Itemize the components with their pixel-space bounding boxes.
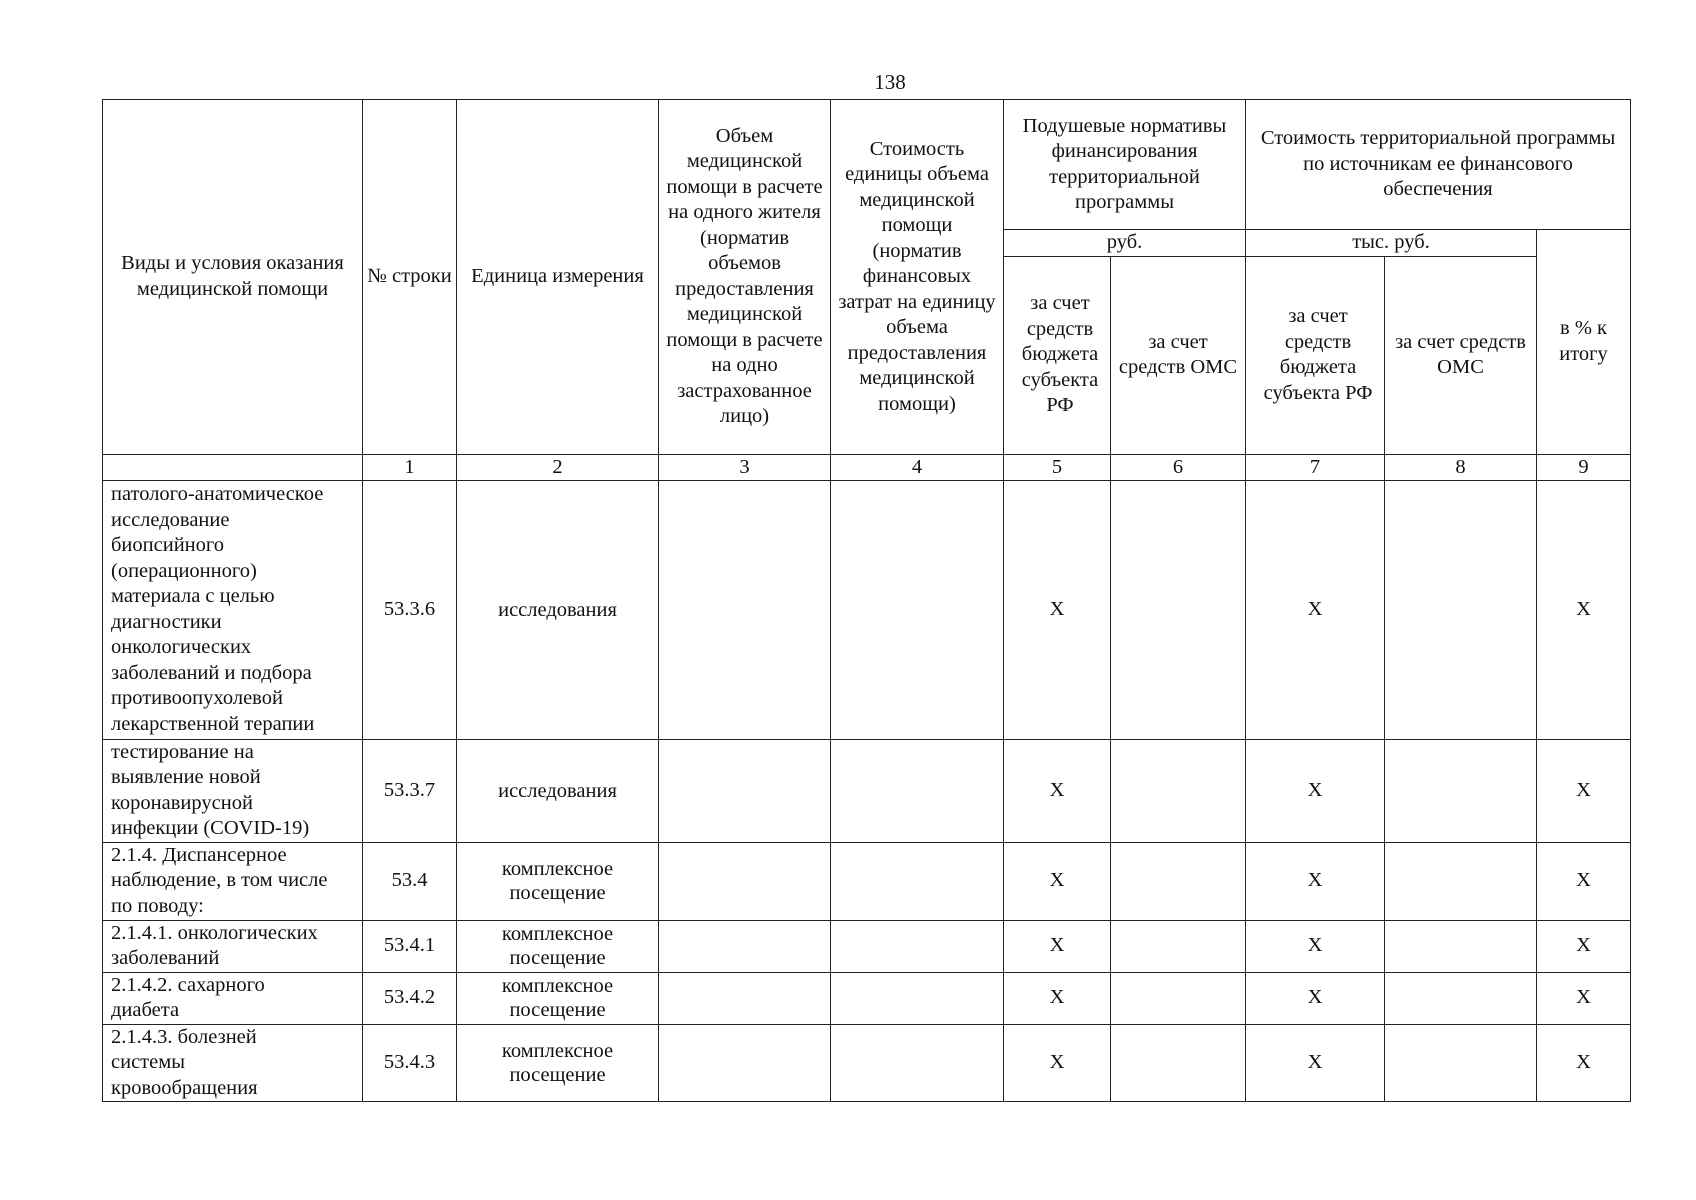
budget-cost-cell: X [1246, 739, 1385, 842]
care-type-line: по поводу: [111, 894, 204, 917]
budget-cost-cell: X [1246, 972, 1385, 1024]
oms-cost-cell [1385, 1024, 1537, 1102]
oms-cost-cell [1385, 739, 1537, 842]
care-type-line: 2.1.4.1. онкологических [111, 921, 318, 944]
column-number: 8 [1385, 454, 1537, 480]
financing-table [102, 99, 1631, 1102]
oms-cost-cell [1385, 972, 1537, 1024]
header-row-number: № строки [363, 100, 457, 455]
unit-cell: исследования [457, 480, 659, 739]
oms-per-capita-cell [1111, 972, 1246, 1024]
volume-cell [659, 739, 831, 842]
table-row [103, 1024, 1631, 1102]
unit-cell: комплексное посещение [457, 972, 659, 1024]
header-percent-of-total: в % к итогу [1537, 230, 1631, 455]
header-type-of-care: Виды и условия оказания медицинской помощи [103, 100, 363, 455]
unit-cost-cell [831, 842, 1004, 920]
header-unit-cost: Стоимость единицы объема медицинской помощи (норматив финансовых затрат на единицу объема предоставления медицинской помощи) [831, 100, 1004, 455]
header-per-capita-group: Подушевые нормативы финансирования территориальной программы [1004, 100, 1246, 230]
budget-per-capita-cell: X [1004, 739, 1111, 842]
column-number: 4 [831, 454, 1004, 480]
care-type-line: патолого-анатомическое [111, 483, 324, 505]
care-type-line: наблюдение, в том числе [111, 869, 328, 892]
budget-cost-cell: X [1246, 842, 1385, 920]
care-type-line: (операционного) [111, 559, 257, 582]
unit-cell: комплексное посещение [457, 920, 659, 972]
header-unit-thousand-rub: тыс. руб. [1246, 230, 1537, 257]
budget-cost-cell: X [1246, 1024, 1385, 1102]
care-type-line: биопсийного [111, 534, 225, 556]
care-type-line: онкологических [111, 636, 252, 658]
oms-per-capita-cell [1111, 1024, 1246, 1102]
care-type-line: 2.1.4.2. сахарного [111, 973, 265, 996]
care-type-line: диагностики [111, 610, 222, 633]
volume-cell [659, 972, 831, 1024]
unit-cost-cell [831, 739, 1004, 842]
column-number: 7 [1246, 454, 1385, 480]
percent-cell: X [1537, 739, 1631, 842]
unit-cell: комплексное посещение [457, 842, 659, 920]
table-row [103, 480, 1631, 739]
table-row [103, 972, 1631, 1024]
care-type-line: тестирование на [111, 740, 254, 763]
column-number-row [103, 454, 1631, 480]
percent-cell: X [1537, 920, 1631, 972]
care-type-line: 2.1.4.3. болезней [111, 1025, 257, 1048]
oms-cost-cell [1385, 480, 1537, 739]
care-type-line: 2.1.4. Диспансерное [111, 843, 287, 866]
percent-cell: X [1537, 1024, 1631, 1102]
care-type-cell [103, 1024, 363, 1102]
budget-cost-cell: X [1246, 480, 1385, 739]
volume-cell [659, 920, 831, 972]
table-row [103, 739, 1631, 842]
care-type-line: выявление новой [111, 766, 261, 788]
care-type-line: диабета [111, 999, 180, 1021]
care-type-line: противоопухолевой [111, 687, 283, 709]
row-number-cell: 53.3.7 [363, 739, 457, 842]
table-body [103, 480, 1631, 1102]
page-number: 138 [874, 70, 906, 94]
unit-cell: исследования [457, 739, 659, 842]
row-number-cell: 53.4.2 [363, 972, 457, 1024]
unit-cost-cell [831, 480, 1004, 739]
header-budget-per-capita: за счет средств бюджета субъекта РФ [1004, 256, 1111, 454]
row-number-cell: 53.4.1 [363, 920, 457, 972]
column-number: 3 [659, 454, 831, 480]
budget-per-capita-cell: X [1004, 842, 1111, 920]
column-number: 9 [1537, 454, 1631, 480]
header-budget-cost: за счет средств бюджета субъекта РФ [1246, 256, 1385, 454]
oms-per-capita-cell [1111, 480, 1246, 739]
oms-per-capita-cell [1111, 739, 1246, 842]
percent-cell: X [1537, 842, 1631, 920]
care-type-cell [103, 739, 363, 842]
header-program-cost-group: Стоимость территориальной программы по источникам ее финансового обеспечения [1246, 100, 1631, 230]
care-type-cell [103, 842, 363, 920]
budget-cost-cell: X [1246, 920, 1385, 972]
column-number: 5 [1004, 454, 1111, 480]
row-number-cell: 53.4 [363, 842, 457, 920]
care-type-cell [103, 480, 363, 739]
oms-cost-cell [1385, 920, 1537, 972]
care-type-line: материала с целью [111, 585, 275, 607]
percent-cell: X [1537, 480, 1631, 739]
care-type-cell [103, 972, 363, 1024]
unit-cost-cell [831, 920, 1004, 972]
table-row [103, 920, 1631, 972]
unit-cost-cell [831, 1024, 1004, 1102]
budget-per-capita-cell: X [1004, 972, 1111, 1024]
row-number-cell: 53.4.3 [363, 1024, 457, 1102]
care-type-cell [103, 920, 363, 972]
header-unit-rub: руб. [1004, 230, 1246, 257]
column-number: 2 [457, 454, 659, 480]
header-oms-cost: за счет средств ОМС [1385, 256, 1537, 454]
volume-cell [659, 480, 831, 739]
column-number: 6 [1111, 454, 1246, 480]
care-type-line: заболеваний и подбора [111, 661, 312, 684]
unit-cost-cell [831, 972, 1004, 1024]
budget-per-capita-cell: X [1004, 480, 1111, 739]
table-row [103, 842, 1631, 920]
column-number [103, 454, 363, 480]
volume-cell [659, 1024, 831, 1102]
header-oms-per-capita: за счет средств ОМС [1111, 256, 1246, 454]
table-header [103, 100, 1631, 481]
care-type-line: инфекции (COVID-19) [111, 817, 310, 839]
header-unit: Единица измерения [457, 100, 659, 455]
care-type-line: лекарственной терапии [111, 712, 315, 735]
oms-per-capita-cell [1111, 842, 1246, 920]
column-number: 1 [363, 454, 457, 480]
care-type-line: кровообращения [111, 1076, 258, 1099]
budget-per-capita-cell: X [1004, 1024, 1111, 1102]
volume-cell [659, 842, 831, 920]
header-volume: Объем медицинской помощи в расчете на одного жителя (норматив объемов предоставления медицинской помощи в расчете на одно застрахованное лицо) [659, 100, 831, 455]
row-number-cell: 53.3.6 [363, 480, 457, 739]
unit-cell: комплексное посещение [457, 1024, 659, 1102]
percent-cell: X [1537, 972, 1631, 1024]
care-type-line: исследование [111, 508, 230, 531]
budget-per-capita-cell: X [1004, 920, 1111, 972]
care-type-line: заболеваний [111, 947, 220, 969]
oms-cost-cell [1385, 842, 1537, 920]
care-type-line: коронавирусной [111, 791, 253, 814]
care-type-line: системы [111, 1051, 185, 1073]
oms-per-capita-cell [1111, 920, 1246, 972]
